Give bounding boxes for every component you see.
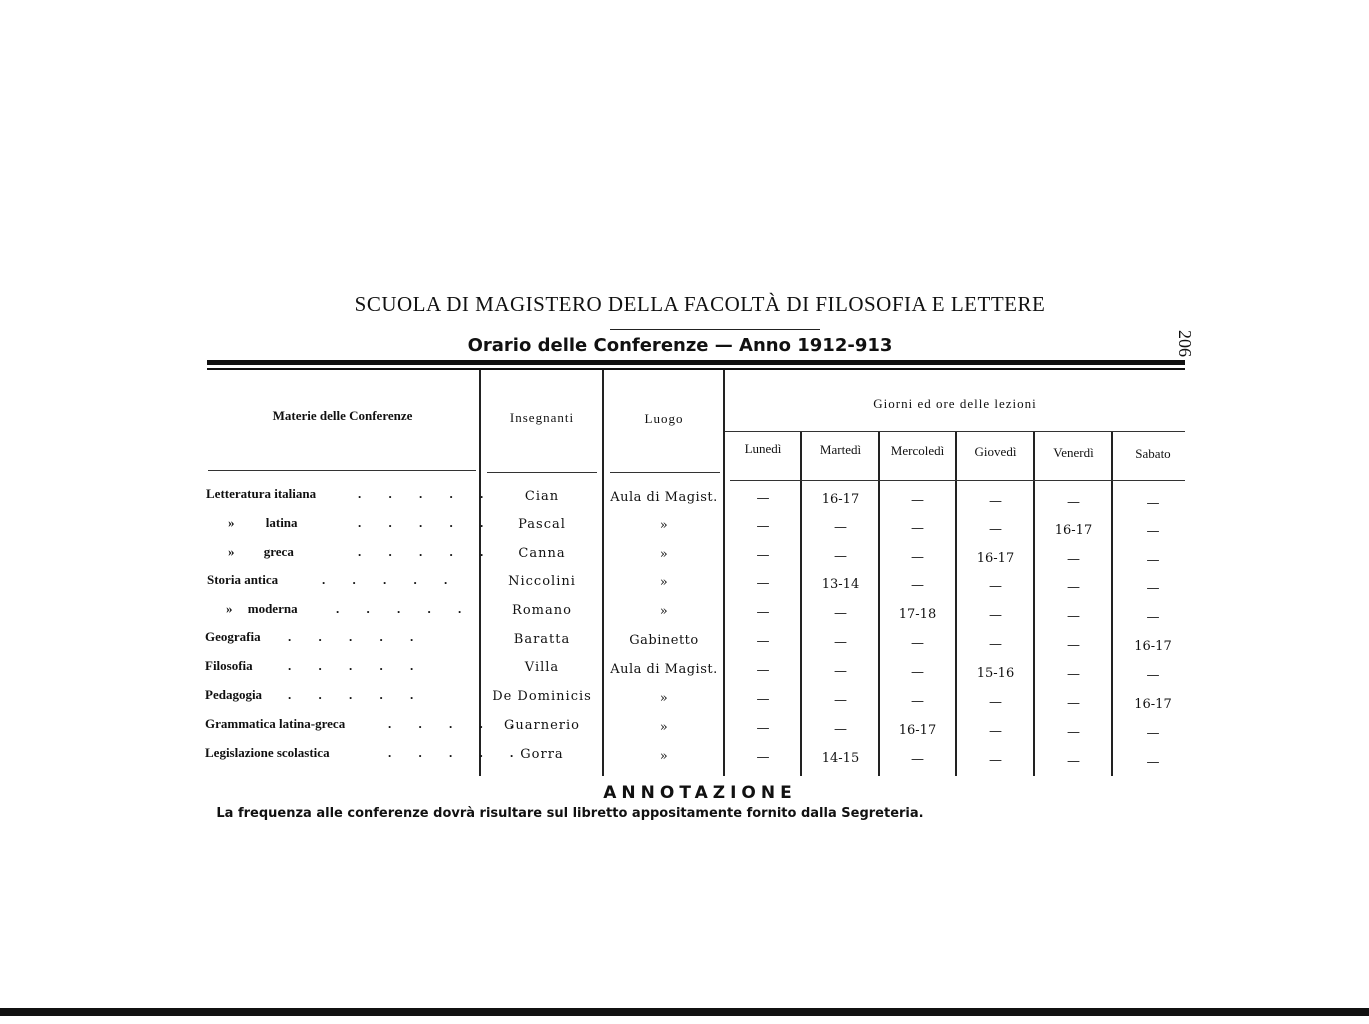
- row-subject: Geografia: [205, 629, 261, 644]
- header-day-wednesday: Mercoledì: [890, 443, 945, 458]
- row-hours-saturday: 16-17: [1134, 697, 1172, 712]
- row-hours-saturday: —: [1146, 553, 1160, 568]
- row-hours-tuesday: 16-17: [821, 492, 860, 507]
- row-hours-wednesday: —: [911, 665, 924, 680]
- row-leader: . . . . .: [388, 716, 526, 731]
- row-place: »: [659, 518, 669, 533]
- header-bottom-rule: [610, 472, 720, 473]
- row-hours-thursday: —: [989, 695, 1002, 710]
- row-hours-tuesday: 13-14: [821, 577, 860, 592]
- row-hours-wednesday: —: [911, 636, 924, 651]
- row-hours-friday: —: [1067, 754, 1080, 769]
- row-hours-wednesday: —: [911, 752, 924, 767]
- row-hours-monday: —: [756, 605, 770, 620]
- row-hours-tuesday: —: [834, 722, 847, 737]
- table-vline: [800, 432, 802, 776]
- row-hours-monday: —: [756, 721, 770, 736]
- header-day-friday: Venerdì: [1053, 445, 1094, 460]
- row-teacher: Baratta: [513, 632, 571, 647]
- row-subject: » greca: [228, 544, 294, 559]
- row-hours-friday: —: [1067, 696, 1080, 711]
- row-hours-saturday: —: [1146, 726, 1160, 741]
- row-hours-thursday: —: [989, 753, 1002, 768]
- annotation-title: ANNOTAZIONE: [603, 783, 797, 803]
- row-teacher: Romano: [512, 603, 572, 618]
- row-leader: . . . . .: [388, 745, 526, 760]
- row-teacher: Gorra: [520, 747, 564, 762]
- row-subject: Storia antica: [207, 572, 279, 587]
- row-hours-saturday: —: [1146, 496, 1160, 511]
- row-hours-friday: —: [1067, 667, 1080, 682]
- row-hours-wednesday: —: [911, 694, 924, 709]
- row-hours-saturday: —: [1146, 668, 1160, 683]
- annotation-text: La frequenza alle conferenze dovrà risultare sul libretto appositamente fornito dalla Segreteria.: [216, 806, 924, 821]
- row-place: Gabinetto: [629, 633, 699, 648]
- page-number: 206: [1175, 330, 1195, 357]
- row-hours-thursday: —: [989, 608, 1002, 623]
- header-day-monday: Lunedì: [744, 441, 782, 456]
- row-hours-tuesday: —: [834, 520, 847, 535]
- row-leader: . . . . .: [358, 486, 496, 501]
- row-hours-wednesday: —: [911, 521, 924, 536]
- row-hours-friday: —: [1067, 495, 1080, 510]
- row-subject: Filosofia: [205, 658, 253, 673]
- table-vline: [1111, 432, 1113, 776]
- row-place: »: [659, 720, 669, 735]
- row-teacher: Canna: [518, 546, 566, 561]
- page-subtitle: Orario delle Conferenze — Anno 1912-913: [467, 335, 893, 356]
- row-hours-saturday: —: [1146, 524, 1160, 539]
- row-hours-thursday: 15-16: [976, 666, 1015, 681]
- header-day-thursday: Giovedì: [974, 444, 1017, 459]
- row-hours-tuesday: —: [834, 606, 847, 621]
- row-place: »: [659, 691, 669, 706]
- header-days-group: Giorni ed ore delle lezioni: [873, 396, 1037, 411]
- row-hours-tuesday: —: [834, 693, 847, 708]
- table-vline: [955, 432, 957, 776]
- title-rule: [610, 329, 820, 330]
- row-hours-tuesday: —: [834, 664, 847, 679]
- row-place: Aula di Magist.: [610, 662, 718, 677]
- row-teacher: Villa: [524, 660, 560, 675]
- row-hours-friday: —: [1067, 725, 1080, 740]
- row-place: Aula di Magist.: [610, 490, 718, 505]
- row-subject: Pedagogia: [205, 687, 263, 702]
- header-place: Luogo: [644, 411, 684, 426]
- row-hours-friday: —: [1067, 609, 1080, 624]
- row-hours-tuesday: —: [834, 635, 847, 650]
- header-bottom-rule: [487, 472, 597, 473]
- row-hours-saturday: —: [1146, 755, 1160, 770]
- row-hours-friday: —: [1067, 552, 1080, 567]
- header-subject: Materie delle Conferenze: [272, 408, 413, 423]
- row-hours-wednesday: —: [911, 578, 924, 593]
- row-leader: . . . . .: [358, 544, 496, 559]
- row-hours-friday: —: [1067, 580, 1080, 595]
- page-title: SCUOLA DI MAGISTERO DELLA FACOLTÀ DI FILOSOFIA E LETTERE: [354, 292, 1046, 316]
- row-leader: . . . . .: [336, 601, 474, 616]
- header-day-tuesday: Martedì: [819, 442, 862, 457]
- header-day-saturday: Sabato: [1135, 446, 1171, 461]
- table-vline: [1033, 432, 1035, 776]
- row-place: »: [659, 604, 669, 619]
- row-teacher: Cian: [524, 489, 560, 504]
- row-hours-monday: —: [756, 491, 770, 506]
- row-hours-monday: —: [756, 692, 770, 707]
- row-teacher: Niccolini: [508, 574, 576, 589]
- row-hours-thursday: 16-17: [976, 551, 1015, 566]
- row-hours-wednesday: 16-17: [898, 723, 937, 738]
- row-hours-monday: —: [756, 663, 770, 678]
- row-leader: . . . . .: [288, 629, 426, 644]
- row-subject: » latina: [228, 515, 298, 530]
- row-hours-thursday: —: [989, 579, 1002, 594]
- row-hours-thursday: —: [989, 637, 1002, 652]
- row-hours-saturday: 16-17: [1134, 639, 1172, 654]
- row-hours-wednesday: —: [911, 493, 924, 508]
- row-teacher: De Dominicis: [492, 689, 592, 704]
- header-thin-rule: [207, 368, 1185, 370]
- row-place: »: [659, 749, 669, 764]
- row-subject: » moderna: [226, 601, 298, 616]
- row-hours-wednesday: 17-18: [898, 607, 937, 622]
- row-hours-saturday: —: [1146, 610, 1160, 625]
- row-hours-monday: —: [756, 519, 770, 534]
- row-place: »: [659, 547, 669, 562]
- row-leader: . . . . .: [288, 687, 426, 702]
- row-hours-thursday: —: [989, 724, 1002, 739]
- row-place: »: [659, 575, 669, 590]
- row-subject: Grammatica latina-greca: [205, 716, 346, 731]
- row-hours-monday: —: [756, 750, 770, 765]
- row-hours-thursday: —: [989, 522, 1002, 537]
- row-hours-friday: —: [1067, 638, 1080, 653]
- row-teacher: Guarnerio: [504, 718, 580, 733]
- table-vline: [602, 370, 604, 776]
- row-hours-monday: —: [756, 576, 770, 591]
- row-hours-friday: 16-17: [1054, 523, 1093, 538]
- row-hours-wednesday: —: [911, 550, 924, 565]
- row-hours-tuesday: —: [834, 549, 847, 564]
- days-group-rule: [725, 431, 1185, 432]
- header-bottom-rule: [730, 480, 1185, 481]
- row-leader: . . . . .: [322, 572, 460, 587]
- row-subject: Legislazione scolastica: [205, 745, 330, 760]
- header-teachers: Insegnanti: [509, 410, 575, 425]
- row-hours-monday: —: [756, 634, 770, 649]
- scan-bottom-edge: [0, 1008, 1369, 1016]
- row-hours-thursday: —: [989, 494, 1002, 509]
- row-subject: Letteratura italiana: [206, 486, 317, 501]
- row-teacher: Pascal: [518, 517, 566, 532]
- header-thick-rule: [207, 360, 1185, 365]
- header-bottom-rule: [208, 470, 476, 471]
- row-hours-tuesday: 14-15: [821, 751, 860, 766]
- row-leader: . . . . .: [288, 658, 426, 673]
- row-hours-saturday: —: [1146, 581, 1160, 596]
- row-hours-monday: —: [756, 548, 770, 563]
- row-leader: . . . . .: [358, 515, 496, 530]
